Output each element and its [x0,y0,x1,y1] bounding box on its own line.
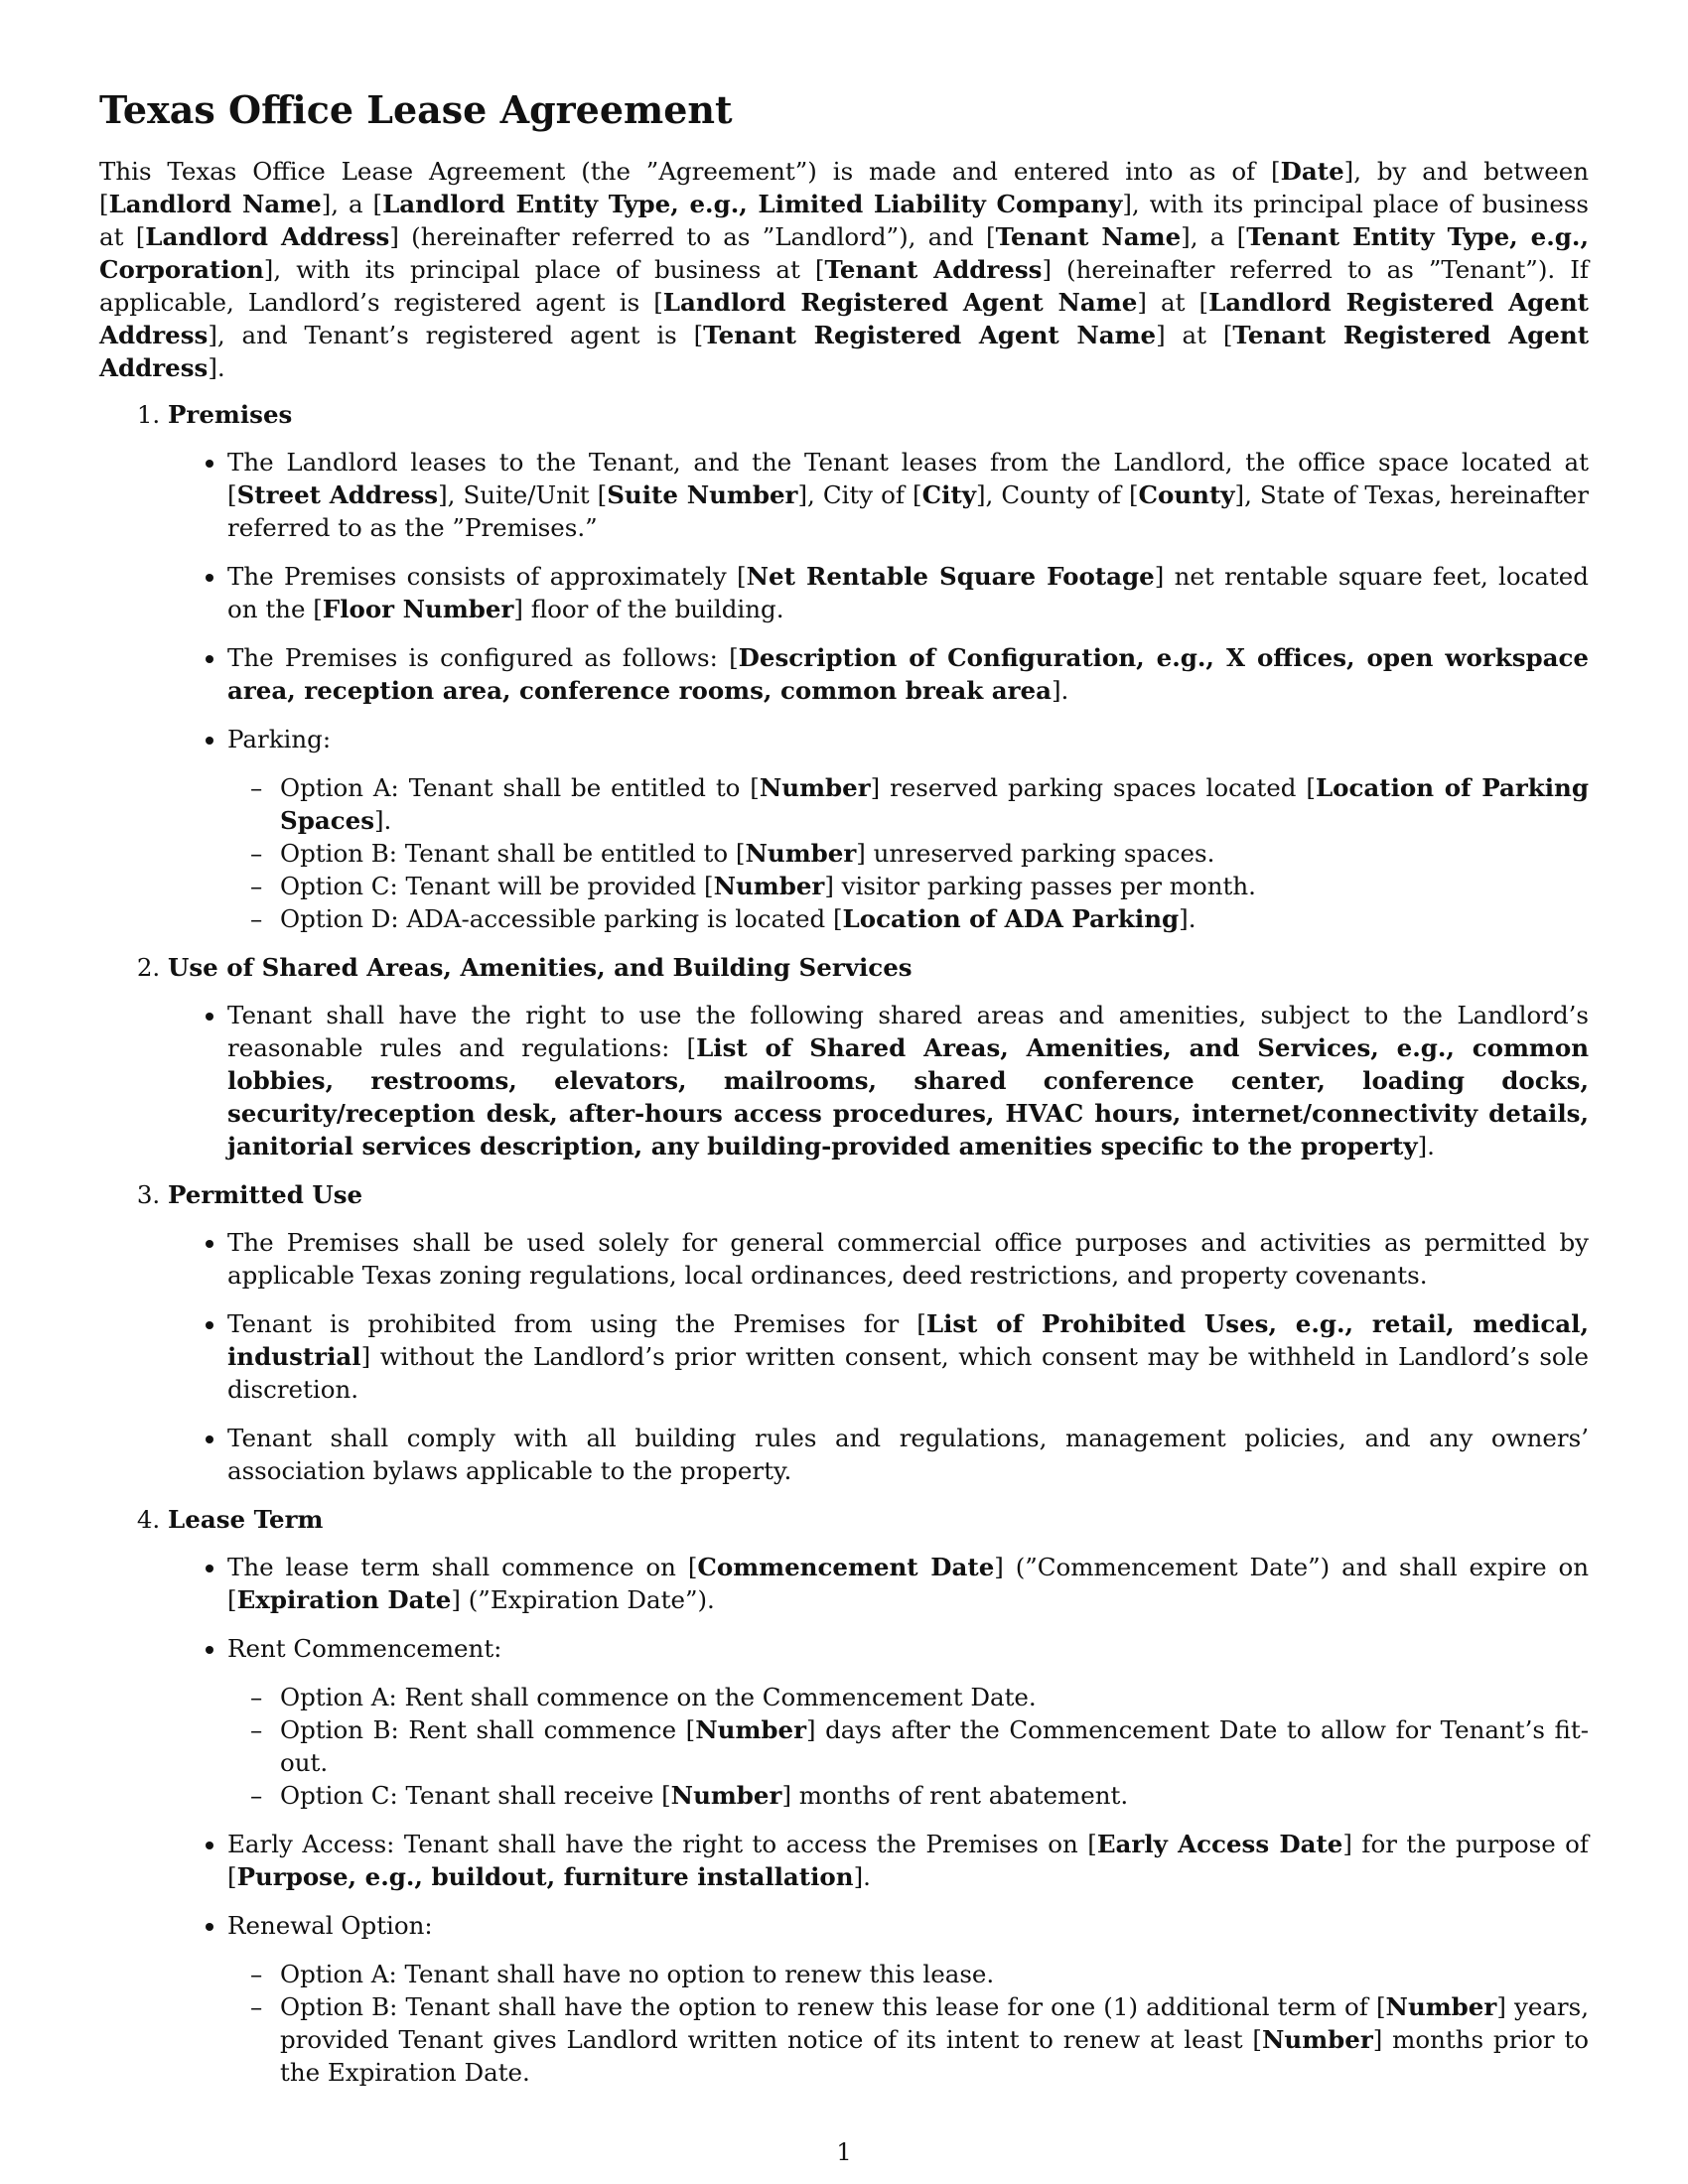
placeholder-field: Purpose, e.g., buildout, furniture installation [236,1862,854,1891]
text-run: Option A: Tenant shall be entitled to [ [280,773,760,802]
text-run: The Premises shall be used solely for general commercial office purposes and activities as permitted by applicable Texas zoning regulations, local ordinances, deed restrictions, and property covenants. [227,1228,1589,1290]
text-run: Option C: Tenant shall receive [ [280,1781,671,1810]
section-title: 1. Premises [168,400,293,429]
text-run: ]. [1179,904,1196,933]
bullet-item [227,1551,1589,1616]
placeholder-field: List of Prohibited Uses, e.g., retail, medical, industrial [227,1309,1589,1371]
bullet-item [227,1307,1589,1406]
placeholder-field: Commencement Date [697,1553,995,1581]
option-item [280,1958,1589,1990]
placeholder-field: Landlord Address [145,222,390,251]
text-run: Early Access: Tenant shall have the right to access the Premises on [ [227,1830,1097,1858]
text-run: ] (hereinafter referred to as ”Landlord”), and [ [389,222,996,251]
text-run: ] for the purpose of [ [227,1830,1590,1891]
document-page [99,87,1589,2105]
bullet-item [227,1828,1589,1893]
placeholder-field: Tenant Registered Agent Name [703,321,1157,349]
text-run: ], with its principal place of business at [ [263,255,825,284]
bullet-item [227,641,1589,707]
text-run: The Landlord leases to the Tenant, and the Tenant leases from the Landlord, the office space located at [ [227,448,1589,509]
text-run: Option A: Rent shall commence on the Commencement Date. [280,1683,1037,1711]
text-run: Renewal Option: [227,1911,433,1940]
placeholder-field: Street Address [236,480,439,509]
text-run: ] at [ [1156,321,1233,349]
placeholder-field: Landlord Registered Agent Address [99,288,1590,349]
text-run: Option B: Tenant shall have the option to renew this lease for one (1) additional term of [ [280,1992,1386,2021]
text-run: ], with its principal place of business at [ [99,190,1590,251]
text-run: ]. [374,806,392,835]
text-run: ] (”Expiration Date”). [451,1585,715,1614]
text-run: ] unreserved parking spaces. [856,839,1215,868]
option-list [227,771,1589,935]
bullet-list [168,1551,1589,2089]
section-title: 4. Lease Term [168,1505,324,1534]
option-list [227,1681,1589,1812]
option-item [280,1990,1589,2089]
placeholder-field: Suite Number [607,480,798,509]
intro-paragraph [99,155,1589,384]
text-run: ], and Tenant’s registered agent is [ [208,321,704,349]
placeholder-field: Landlord Entity Type, e.g., Limited Liability Company [382,190,1123,218]
option-item [280,1681,1589,1713]
section-item [168,398,1589,935]
text-run: ] floor of the building. [513,595,784,623]
text-run: Rent Commencement: [227,1634,502,1663]
page-number: 1 [836,2138,852,2166]
text-run: ], City of [ [797,480,922,509]
text-run: Parking: [227,725,332,753]
text-run: Option B: Rent shall commence [ [280,1715,696,1744]
text-run: ], a [ [1181,222,1247,251]
text-run: ] at [ [1137,288,1209,317]
section-title: 3. Permitted Use [168,1180,363,1209]
bullet-item [227,560,1589,625]
text-run: Option D: ADA-accessible parking is located [ [280,904,843,933]
text-run: ] months of rent abatement. [781,1781,1129,1810]
text-run: Option A: Tenant shall have no option to renew this lease. [280,1960,995,1988]
placeholder-field: Description of Configuration, e.g., X offices, open workspace area, reception area, conference rooms, common break area [227,643,1589,705]
text-run: The lease term shall commence on [ [227,1553,698,1581]
text-run: This Texas Office Lease Agreement (the ”Agreement”) is made and entered into as of [ [99,157,1281,186]
placeholder-field: Tenant Name [995,222,1182,251]
text-run: ], by and between [ [99,157,1589,218]
section-item [168,951,1589,1162]
text-run: ] (”Commencement Date”) and shall expire on [ [227,1553,1589,1614]
placeholder-field: Number [1385,1992,1497,2021]
text-run: ] years, provided Tenant gives Landlord written notice of its intent to renew at least [ [280,1992,1589,2054]
document-title: Texas Office Lease Agreement [99,87,733,132]
text-run: ]. [1052,676,1069,705]
option-item [280,870,1589,902]
text-run: ], Suite/Unit [ [438,480,608,509]
bullet-item [227,999,1589,1162]
option-item [280,902,1589,935]
text-run: ], a [ [321,190,383,218]
text-run: ]. [208,353,225,382]
section-item [168,1503,1589,2089]
bullet-item [227,1632,1589,1812]
text-run: ] (hereinafter referred to as ”Tenant”). If applicable, Landlord’s registered agent is [ [99,255,1589,317]
text-run: The Premises is configured as follows: [ [227,643,739,672]
placeholder-field: Number [713,872,825,900]
section-title: 2. Use of Shared Areas, Amenities, and Building Services [168,953,913,982]
text-run: ] net rentable square feet, located on the [ [227,562,1589,623]
text-run: Tenant shall comply with all building rules and regulations, management policies, and any owners’ association bylaws applicable to the property. [227,1424,1589,1485]
placeholder-field: Early Access Date [1096,1830,1343,1858]
placeholder-field: Number [695,1715,806,1744]
text-run: ] without the Landlord’s prior written consent, which consent may be withheld in Landlord’s sole discretion. [227,1342,1589,1404]
placeholder-field: County [1138,480,1235,509]
placeholder-field: Location of Parking Spaces [280,773,1589,835]
bullet-item [227,723,1589,935]
text-run: ], County of [ [975,480,1139,509]
placeholder-field: Tenant Entity Type, e.g., Corporation [99,222,1589,284]
text-run: ] days after the Commencement Date to allow for Tenant’s fit-out. [280,1715,1590,1777]
text-run: ] months prior to the Expiration Date. [280,2025,1589,2087]
placeholder-field: Floor Number [322,595,514,623]
placeholder-field: Landlord Registered Agent Name [662,288,1138,317]
text-run: ], State of Texas, hereinafter referred to as the ”Premises.” [227,480,1589,542]
placeholder-field: Expiration Date [236,1585,452,1614]
placeholder-field: Location of ADA Parking [842,904,1180,933]
placeholder-field: Net Rentable Square Footage [746,562,1155,591]
placeholder-field: Date [1280,157,1344,186]
placeholder-field: Number [1261,2025,1373,2054]
placeholder-field: Tenant Registered Agent Address [99,321,1590,382]
text-run: ] visitor parking passes per month. [824,872,1256,900]
bullet-item [227,1909,1589,2089]
text-run: The Premises consists of approximately [ [227,562,747,591]
option-item [280,1779,1589,1812]
text-run: Tenant shall have the right to use the following shared areas and amenities, subject to the Landlord’s reasonable rules and regulations: [ [227,1001,1589,1062]
placeholder-field: List of Shared Areas, Amenities, and Services, e.g., common lobbies, restrooms, elevators, mailrooms, shared conference center, loading docks, security/reception desk, after-hours access procedures, HVAC hours, internet/connectivity details, janitorial services description, any building-provided amenities specific to the property [227,1033,1590,1160]
text-run: Option B: Tenant shall be entitled to [ [280,839,746,868]
bullet-item [227,446,1589,544]
option-list [227,1958,1589,2089]
bullet-item [227,1226,1589,1292]
bullet-list [168,446,1589,935]
text-run: ]. [853,1862,871,1891]
option-item [280,837,1589,870]
text-run: ] reserved parking spaces located [ [870,773,1316,802]
placeholder-field: Landlord Name [108,190,322,218]
bullet-list [168,999,1589,1162]
placeholder-field: City [921,480,976,509]
text-run: Option C: Tenant will be provided [ [280,872,714,900]
placeholder-field: Number [670,1781,782,1810]
option-item [280,771,1589,837]
section-list [99,398,1589,2089]
bullet-item [227,1422,1589,1487]
placeholder-field: Number [759,773,871,802]
placeholder-field: Tenant Address [824,255,1043,284]
option-item [280,1713,1589,1779]
section-item [168,1178,1589,1487]
placeholder-field: Number [745,839,857,868]
text-run: ]. [1417,1132,1435,1160]
bullet-list [168,1226,1589,1487]
text-run: Tenant is prohibited from using the Premises for [ [227,1309,926,1338]
